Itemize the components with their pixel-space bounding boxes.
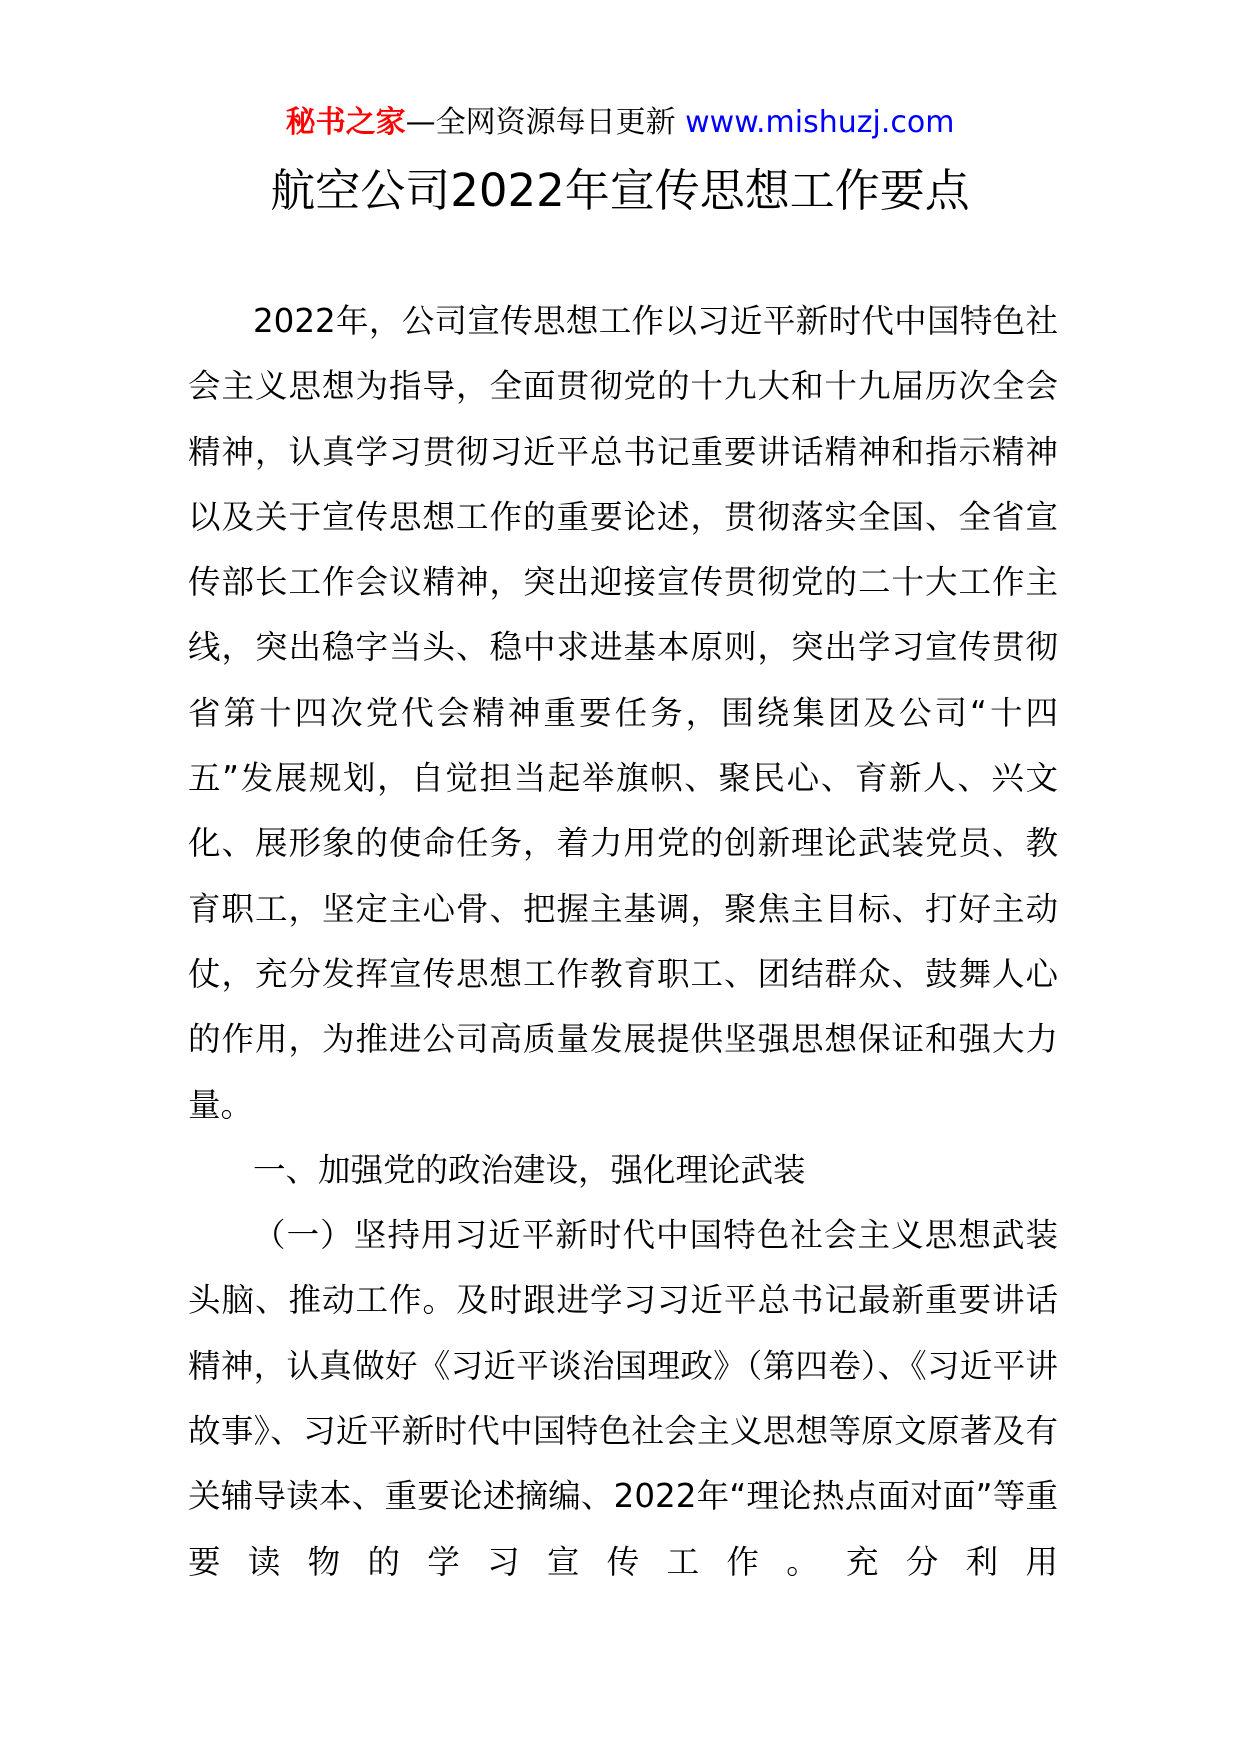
site-header [0, 103, 1240, 143]
document-body [188, 289, 1058, 1595]
document-title: 航空公司2022年宣传思想工作要点 [270, 164, 970, 217]
site-tagline: —全网资源每日更新 [405, 105, 676, 140]
subsection-paragraph-1: （一）坚持用习近平新时代中国特色社会主义思想武装头脑、推动工作。及时跟进学习习近平总书记最新重要讲话精神，认真做好《习近平谈治国理政》（第四卷）、《习近平讲故事》、习近平新时代中国特色社会主义思想等原文原著及有关辅导读本、重要论述摘编、2022年“理论热点面对面”等重要读物的学习宣传工作。充分利用 [188, 1216, 1058, 1581]
section-heading-1: 一、加强党的政治建设，强化理论武装 [253, 1150, 806, 1189]
intro-paragraph: 2022年，公司宣传思想工作以习近平新时代中国特色社会主义思想为指导，全面贯彻党的十九大和十九届历次全会精神，认真学习贯彻习近平总书记重要讲话精神和指示精神以及关于宣传思想工作的重要论述，贯彻落实全国、全省宣传部长工作会议精神，突出迎接宣传贯彻党的二十大工作主线，突出稳字当头、稳中求进基本原则，突出学习宣传贯彻省第十四次党代会精神重要任务，围绕集团及公司“十四五”发展规划，自觉担当起举旗帜、聚民心、育新人、兴文化、展形象的使命任务，着力用党的创新理论武装党员、教育职工，坚定主心骨、把握主基调，聚焦主目标、打好主动仗，充分发挥宣传思想工作教育职工、团结群众、鼓舞人心的作用，为推进公司高质量发展提供坚强思想保证和强大力量。 [188, 302, 1058, 1124]
site-brand: 秘书之家 [285, 105, 406, 140]
site-url-link[interactable]: www.mishuzj.com [685, 105, 955, 140]
